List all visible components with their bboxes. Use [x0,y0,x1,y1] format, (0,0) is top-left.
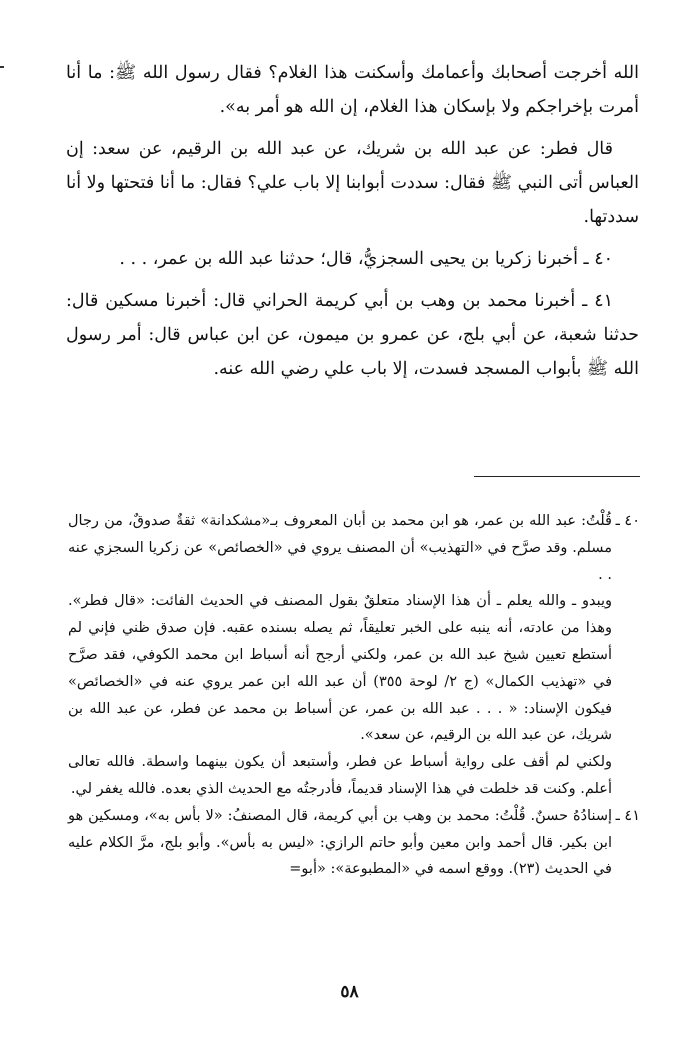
footnote-41 [68,803,640,883]
footnote-body [68,803,612,883]
hadith-40: ٤٠ ـ أخبرنا زكريا بن يحيى السجزيُّ، قال؛ حدثنا عبد الله بن عمر، . . . [119,249,613,269]
footnote-40-paragraph-3: ولكني لم أقف على رواية أسباط عن فطر، وأستبعد أن يكون بينهما واسطة. فالله تعالى أعلم. وكنت قد خلطت في هذا الإسناد قديماً، فأدرجتُه مع الحديث الذي بعده. فالله يغفر لي. [68,754,612,797]
footnote-divider [474,476,640,477]
footnote-body [68,508,612,803]
main-text [66,56,639,386]
main-paragraph-1: الله أخرجت أصحابك وأعمامك وأسكنت هذا الغلام؟ فقال رسول الله ﷺ: ما أنا أمرت بإخراجكم ولا بإسكان هذا الغلام، إن الله هو أمر به». [66,63,639,117]
margin-mark [0,66,4,68]
footnote-40 [68,508,640,803]
footnote-40-paragraph-2: ويبدو ـ والله يعلم ـ أن هذا الإسناد متعلقٌ بقول المصنف في الحديث الفائت: «قال فطر». وهذا من عادته، أنه ينبه على الخبر تعليقاً، ثم يصله بسنده عقبه. فإن صدق ظني فإني لم أستطع تعيين شيخ عبد الله بن عمر، ولكني أرجح أنه أسباط ابن محمد الكوفي، فقد صرَّح في «تهذيب الكمال» (ج ٢/ لوحة ٣٥٥) أن عبد الله ابن عمر يروي عنه في «الخصائص» فيكون الإسناد: « . . . عبد الله بن عمر، عن أسباط بن محمد عن فطر، عن عبد الله بن شريك، عن عبد الله بن الرقيم، عن سعد». [68,593,613,744]
main-paragraph-2: قال فطر: عن عبد الله بن شريك، عن عبد الله بن الرقيم، عن سعد: إن العباس أتى النبي ﷺ فقال: سددت أبوابنا إلا باب علي؟ فقال: ما أنا فتحتها ولا أنا سددتها. [66,139,639,227]
footnote-number: ٤١ ـ [615,807,640,824]
footnote-40-paragraph-1: قُلْتُ: عبد الله بن عمر، هو ابن محمد بن أبان المعروف بـ«مشكدانة» ثقةٌ صدوقٌ، من رجال مسلم. وقد صرَّح في «التهذيب» أن المصنف يروي في «الخصائص» عن زكريا السجزي عنه . . [68,513,612,583]
footnotes [68,508,640,883]
footnote-number: ٤٠ ـ [615,513,640,529]
hadith-41: ٤١ ـ أخبرنا محمد بن وهب بن أبي كريمة الحراني قال: أخبرنا مسكين قال: حدثنا شعبة، عن أبي بلج، عن عمرو بن ميمون، عن ابن عباس قال: أمر رسول الله ﷺ بأبواب المسجد فسدت، إلا باب علي رضي الله عنه. [66,291,639,379]
footnote-41-paragraph-1: إسنادُهُ حسنٌ. قُلْتُ: محمد بن وهب بن أبي كريمة، قال المصنفُ: «لا بأس به»، ومسكين هو ابن بكير. قال أحمد وابن معين وأبو حاتم الرازي: «ليس به بأس». وأبو بلج، مرَّ الكلام عليه في الحديث (٢٣). ووقع اسمه في «المطبوعة»: «أبو= [68,807,612,878]
page-number: ٥٨ [340,982,359,1002]
